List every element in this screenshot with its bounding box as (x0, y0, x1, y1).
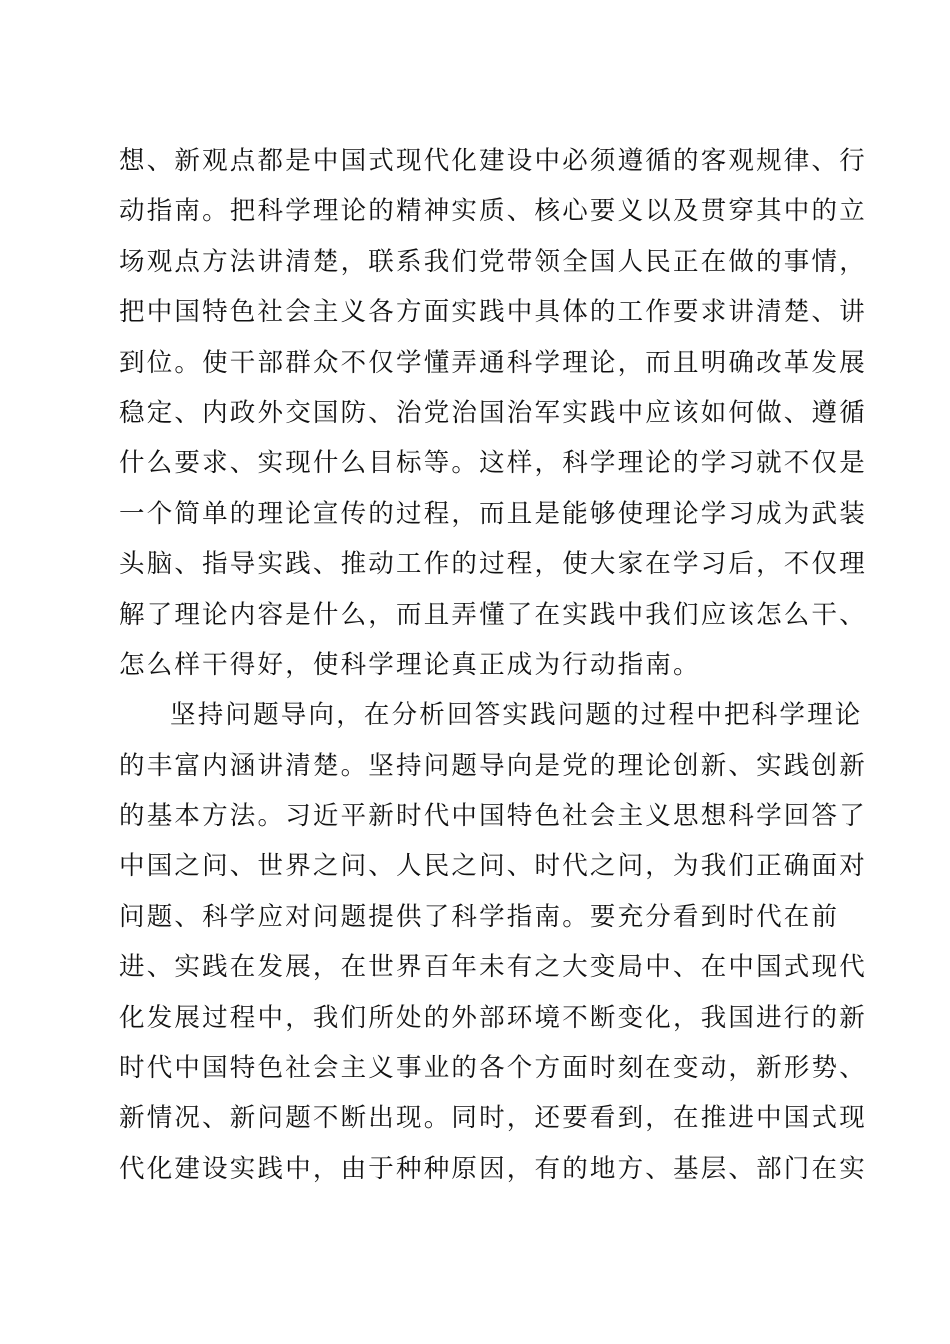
text-line: 动指南。把科学理论的精神实质、核心要义以及贯穿其中的立 (119, 196, 867, 227)
text-line: 进、实践在发展，在世界百年未有之大变局中、在中国式现代 (119, 952, 867, 983)
text-line: 的基本方法。习近平新时代中国特色社会主义思想科学回答了 (119, 801, 867, 832)
text-line: 想、新观点都是中国式现代化建设中必须遵循的客观规律、行 (119, 146, 867, 176)
text-line: 怎么样干得好，使科学理论真正成为行动指南。 (119, 649, 701, 680)
text-line: 稳定、内政外交国防、治党治国治军实践中应该如何做、遵循 (119, 397, 867, 428)
paragraph-start-line: 坚持问题导向，在分析回答实践问题的过程中把科学理论 (170, 700, 863, 731)
text-line: 解了理论内容是什么，而且弄懂了在实践中我们应该怎么干、 (119, 599, 867, 630)
text-line: 把中国特色社会主义各方面实践中具体的工作要求讲清楚、讲 (119, 297, 867, 328)
text-line: 时代中国特色社会主义事业的各个方面时刻在变动，新形势、 (119, 1053, 867, 1084)
text-line: 问题、科学应对问题提供了科学指南。要充分看到时代在前 (119, 901, 840, 932)
body-text (119, 136, 867, 1194)
text-line: 代化建设实践中，由于种种原因，有的地方、基层、部门在实 (119, 1153, 867, 1184)
text-line: 一个简单的理论宣传的过程，而且是能够使理论学习成为武装 (119, 498, 867, 529)
text-line: 新情况、新问题不断出现。同时，还要看到，在推进中国式现 (119, 1103, 867, 1134)
text-line: 到位。使干部群众不仅学懂弄通科学理论，而且明确改革发展 (119, 347, 867, 378)
text-line: 场观点方法讲清楚，联系我们党带领全国人民正在做的事情， (119, 246, 867, 277)
text-line: 化发展过程中，我们所处的外部环境不断变化，我国进行的新 (119, 1002, 867, 1033)
text-line: 头脑、指导实践、推动工作的过程，使大家在学习后，不仅理 (119, 549, 867, 580)
text-line: 中国之问、世界之问、人民之问、时代之问，为我们正确面对 (119, 851, 867, 882)
text-line: 什么要求、实现什么目标等。这样，科学理论的学习就不仅是 (119, 448, 867, 479)
text-line: 的丰富内涵讲清楚。坚持问题导向是党的理论创新、实践创新 (119, 750, 867, 781)
